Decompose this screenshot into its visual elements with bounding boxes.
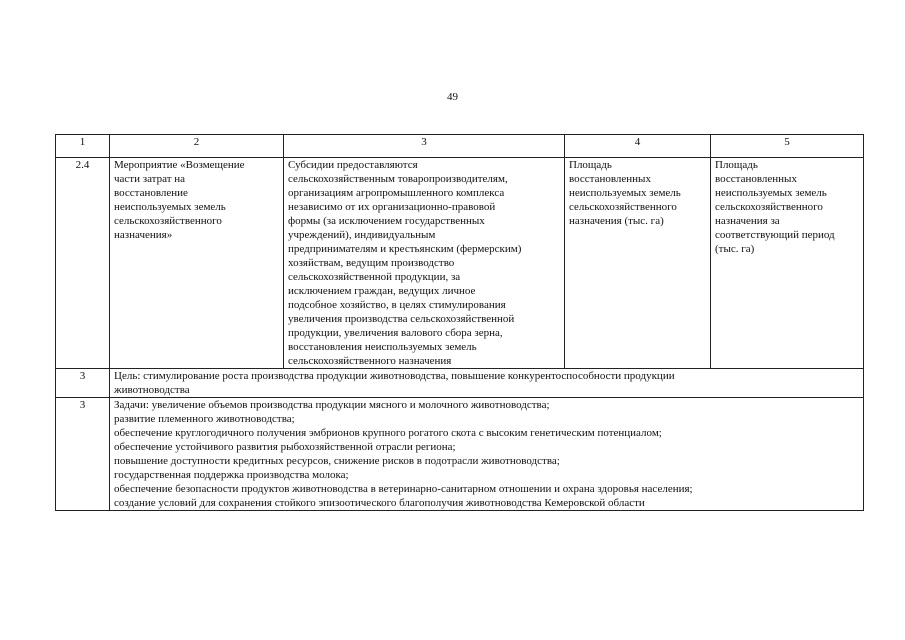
table-row-tasks bbox=[56, 398, 864, 511]
goal-line: Цель: стимулирование роста производства продукции животноводства, повышение конкурентоспособности продукции bbox=[114, 370, 675, 382]
measure-name-line: Мероприятие «Возмещение bbox=[114, 159, 245, 171]
measure-name-line: сельскохозяйственного bbox=[114, 215, 222, 227]
measure-number: 2.4 bbox=[56, 158, 110, 369]
description-line: Субсидии предоставляются bbox=[288, 159, 418, 171]
goal-number: 3 bbox=[56, 369, 110, 398]
program-table bbox=[55, 134, 864, 511]
description-line: увеличения производства сельскохозяйственной bbox=[288, 313, 515, 325]
task-line: государственная поддержка производства молока; bbox=[114, 469, 349, 481]
tasks-number: 3 bbox=[56, 398, 110, 511]
description-line: учреждений), индивидуальным bbox=[288, 229, 436, 241]
formula-line: соответствующий период bbox=[715, 229, 835, 241]
goal-text bbox=[110, 369, 864, 398]
indicator-line: Площадь bbox=[569, 159, 612, 171]
task-line: повышение доступности кредитных ресурсов, снижение рисков в подотрасли животноводства; bbox=[114, 455, 560, 467]
description-line: независимо от их организационно-правовой bbox=[288, 201, 496, 213]
header-col-3: 3 bbox=[284, 135, 565, 158]
description-line: организациям агропромышленного комплекса bbox=[288, 187, 505, 199]
indicator-line: неиспользуемых земель bbox=[569, 187, 681, 199]
task-line: обеспечение устойчивого развития рыбохозяйственной отрасли региона; bbox=[114, 441, 456, 453]
measure-name-line: неиспользуемых земель bbox=[114, 201, 226, 213]
indicator-line: восстановленных bbox=[569, 173, 651, 185]
measure-name bbox=[110, 158, 284, 369]
description-line: подсобное хозяйство, в целях стимулирования bbox=[288, 299, 506, 311]
task-line: обеспечение безопасности продуктов животноводства в ветеринарно-санитарном отношении и охрана здоровья населения; bbox=[114, 483, 693, 495]
measure-indicator bbox=[565, 158, 711, 369]
task-line: Задачи: увеличение объемов производства продукции мясного и молочного животноводства; bbox=[114, 399, 550, 411]
measure-name-line: части затрат на bbox=[114, 173, 186, 185]
description-line: сельскохозяйственной продукции, за bbox=[288, 271, 461, 283]
indicator-line: назначения (тыс. га) bbox=[569, 215, 664, 227]
description-line: сельскохозяйственного назначения bbox=[288, 355, 452, 367]
description-line: предпринимателям и крестьянским (фермерским) bbox=[288, 243, 522, 255]
header-row bbox=[56, 135, 864, 158]
description-line: исключением граждан, ведущих личное bbox=[288, 285, 476, 297]
task-line: развитие племенного животноводства; bbox=[114, 413, 295, 425]
task-line: обеспечение круглогодичного получения эмбрионов крупного рогатого скота с высоким генетическим потенциалом; bbox=[114, 427, 662, 439]
header-col-2: 2 bbox=[110, 135, 284, 158]
table-row-measure bbox=[56, 158, 864, 369]
description-line: сельскохозяйственным товаропроизводителям, bbox=[288, 173, 508, 185]
formula-line: восстановленных bbox=[715, 173, 797, 185]
measure-formula bbox=[711, 158, 864, 369]
formula-line: сельскохозяйственного bbox=[715, 201, 823, 213]
indicator-line: сельскохозяйственного bbox=[569, 201, 677, 213]
formula-line: назначения за bbox=[715, 215, 780, 227]
description-line: формы (за исключением государственных bbox=[288, 215, 485, 227]
formula-line: (тыс. га) bbox=[715, 243, 755, 255]
measure-description bbox=[284, 158, 565, 369]
description-line: продукции, увеличения валового сбора зерна, bbox=[288, 327, 503, 339]
task-line: создание условий для сохранения стойкого эпизоотического благополучия животноводства Кемеровской области bbox=[114, 497, 645, 509]
header-col-5: 5 bbox=[711, 135, 864, 158]
header-col-4: 4 bbox=[565, 135, 711, 158]
description-line: восстановления неиспользуемых земель bbox=[288, 341, 477, 353]
page-number: 49 bbox=[447, 91, 458, 103]
measure-name-line: назначения» bbox=[114, 229, 173, 241]
table-row-goal bbox=[56, 369, 864, 398]
tasks-text bbox=[110, 398, 864, 511]
goal-line: животноводства bbox=[114, 384, 190, 396]
header-col-1: 1 bbox=[56, 135, 110, 158]
measure-name-line: восстановление bbox=[114, 187, 188, 199]
formula-line: неиспользуемых земель bbox=[715, 187, 827, 199]
description-line: хозяйствам, ведущим производство bbox=[288, 257, 455, 269]
formula-line: Площадь bbox=[715, 159, 758, 171]
